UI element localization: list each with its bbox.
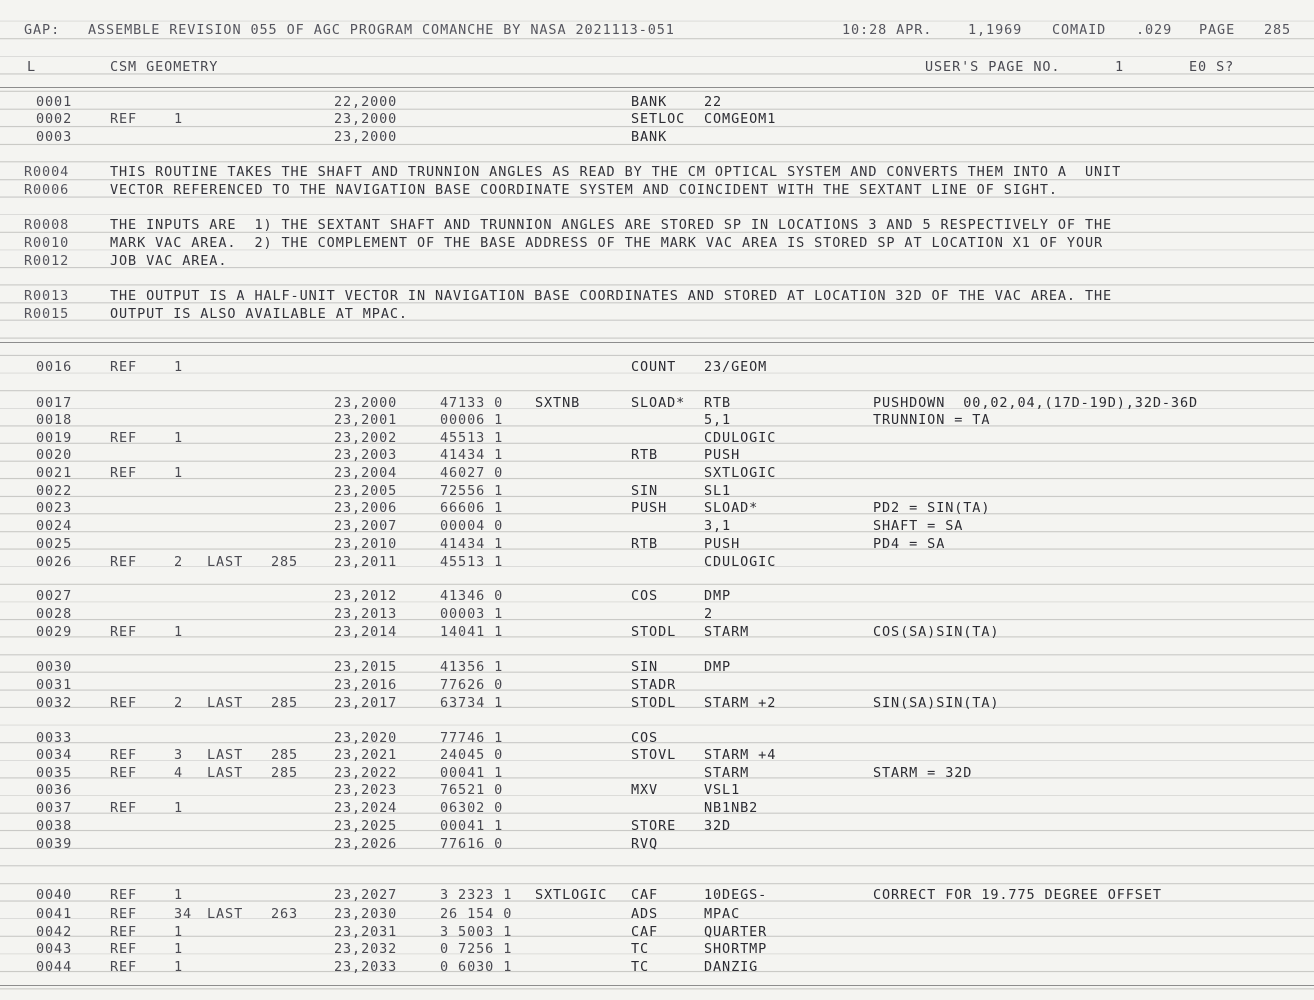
comment-text: VECTOR REFERENCED TO THE NAVIGATION BASE COORDINATE SYSTEM AND COINCIDENT WITH THE SEXTANT LINE OF SIGHT. (110, 182, 1058, 198)
row-word: 77746 1 (440, 730, 504, 746)
row-op: TC (631, 959, 650, 975)
listing-row (0, 765, 1314, 783)
row-operand: 5,1 (704, 412, 732, 428)
row-op: COUNT (631, 359, 677, 375)
row-op: RTB (631, 447, 659, 463)
row-word: 45513 1 (440, 430, 504, 446)
row-operand: CDULOGIC (704, 430, 777, 446)
comment-text: MARK VAC AREA. 2) THE COMPLEMENT OF THE BASE ADDRESS OF THE MARK VAC AREA IS STORED SP AT LOCATION X1 OF YOUR (110, 235, 1104, 251)
row-addr: 23,2000 (334, 129, 398, 145)
row-ref: REF (110, 959, 138, 975)
listing-row (0, 129, 1314, 147)
row-line: 0037 (36, 800, 73, 816)
row-operand: STARM (704, 624, 750, 640)
row-line: 0002 (36, 111, 73, 127)
row-operand: DMP (704, 659, 732, 675)
row-ref: REF (110, 906, 138, 922)
listing-row (0, 695, 1314, 713)
row-word: 66606 1 (440, 500, 504, 516)
row-comment: PUSHDOWN 00,02,04,(17D-19D),32D-36D (873, 395, 1198, 411)
row-word: 00003 1 (440, 606, 504, 622)
comment-line (0, 306, 1314, 324)
comment-text: THE INPUTS ARE 1) THE SEXTANT SHAFT AND TRUNNION ANGLES ARE STORED SP IN LOCATIONS 3 AND 5 RESPECTIVELY OF THE (110, 217, 1113, 233)
row-operand: 3,1 (704, 518, 732, 534)
row-addr: 23,2025 (334, 818, 398, 834)
row-addr: 23,2010 (334, 536, 398, 552)
row-word: 63734 1 (440, 695, 504, 711)
row-refn: 1 (174, 359, 184, 375)
row-addr: 23,2005 (334, 483, 398, 499)
row-op: COS (631, 588, 659, 604)
row-line: 0017 (36, 395, 73, 411)
row-op: STOVL (631, 747, 677, 763)
listing-row (0, 941, 1314, 959)
comment-text: JOB VAC AREA. (110, 253, 228, 269)
listing-row (0, 554, 1314, 572)
row-word: 00006 1 (440, 412, 504, 428)
listing-row (0, 518, 1314, 536)
row-lastn: 285 (271, 695, 299, 711)
comment-line (0, 182, 1314, 200)
row-comment: PD2 = SIN(TA) (873, 500, 991, 516)
row-operand: COMGEOM1 (704, 111, 777, 127)
row-line: 0001 (36, 94, 73, 110)
listing-row (0, 111, 1314, 129)
row-line: 0031 (36, 677, 73, 693)
row-word: 26 154 0 (440, 906, 513, 922)
row-addr: 23,2020 (334, 730, 398, 746)
header-title: ASSEMBLE REVISION 055 OF AGC PROGRAM COMANCHE BY NASA 2021113-051 (88, 22, 675, 38)
row-comment: TRUNNION = TA (873, 412, 991, 428)
row-operand: SL1 (704, 483, 732, 499)
listing-row (0, 659, 1314, 677)
row-op: ADS (631, 906, 659, 922)
listing-row (0, 730, 1314, 748)
row-operand: DANZIG (704, 959, 759, 975)
row-addr: 23,2001 (334, 412, 398, 428)
row-line: 0022 (36, 483, 73, 499)
comment-text: OUTPUT IS ALSO AVAILABLE AT MPAC. (110, 306, 408, 322)
row-refn: 34 (174, 906, 193, 922)
comment-line (0, 253, 1314, 271)
row-word: 00041 1 (440, 765, 504, 781)
listing-row (0, 906, 1314, 924)
row-op: STORE (631, 818, 677, 834)
header-divider (0, 87, 1314, 88)
row-line: 0021 (36, 465, 73, 481)
row-operand: DMP (704, 588, 732, 604)
row-line: 0033 (36, 730, 73, 746)
row-refn: 1 (174, 430, 184, 446)
row-word: 45513 1 (440, 554, 504, 570)
row-operand: SLOAD* (704, 500, 759, 516)
row-operand: STARM (704, 765, 750, 781)
row-op: STODL (631, 695, 677, 711)
row-op: PUSH (631, 500, 668, 516)
row-addr: 23,2023 (334, 782, 398, 798)
row-refn: 1 (174, 941, 184, 957)
section-flag: L (27, 59, 37, 75)
row-line: 0016 (36, 359, 73, 375)
row-op: RTB (631, 536, 659, 552)
row-ref: REF (110, 747, 138, 763)
row-op: BANK (631, 94, 668, 110)
row-operand: QUARTER (704, 924, 768, 940)
listing-divider (0, 342, 1314, 343)
row-line: 0036 (36, 782, 73, 798)
row-word: 3 2323 1 (440, 887, 513, 903)
row-addr: 23,2030 (334, 906, 398, 922)
row-line: 0020 (36, 447, 73, 463)
row-line: 0041 (36, 906, 73, 922)
row-operand: 2 (704, 606, 714, 622)
row-refn: 3 (174, 747, 184, 763)
header-label: GAP: (24, 22, 61, 38)
row-refn: 2 (174, 695, 184, 711)
row-word: 24045 0 (440, 747, 504, 763)
listing-row (0, 959, 1314, 977)
row-refn: 1 (174, 924, 184, 940)
row-word: 0 6030 1 (440, 959, 513, 975)
comment-line (0, 235, 1314, 253)
row-line: 0023 (36, 500, 73, 516)
row-ref: REF (110, 765, 138, 781)
listing-row (0, 94, 1314, 112)
section-title: CSM GEOMETRY (110, 59, 219, 75)
row-last: LAST (207, 554, 244, 570)
row-line: 0026 (36, 554, 73, 570)
row-label: SXTNB (535, 395, 581, 411)
row-line: 0018 (36, 412, 73, 428)
row-refn: 1 (174, 111, 184, 127)
row-addr: 23,2013 (334, 606, 398, 622)
row-ref: REF (110, 924, 138, 940)
row-operand: SXTLOGIC (704, 465, 777, 481)
comment-text: THIS ROUTINE TAKES THE SHAFT AND TRUNNION ANGLES AS READ BY THE CM OPTICAL SYSTEM AND CONVERTS THEM INTO A UNIT (110, 164, 1122, 180)
row-line: 0030 (36, 659, 73, 675)
row-op: TC (631, 941, 650, 957)
row-addr: 23,2004 (334, 465, 398, 481)
comment-line-number: R0006 (24, 182, 70, 198)
listing-row (0, 395, 1314, 413)
row-ref: REF (110, 111, 138, 127)
comment-line (0, 288, 1314, 306)
comment-line-number: R0015 (24, 306, 70, 322)
row-addr: 23,2014 (334, 624, 398, 640)
listing-row (0, 782, 1314, 800)
row-addr: 23,2027 (334, 887, 398, 903)
row-op: STODL (631, 624, 677, 640)
row-word: 47133 0 (440, 395, 504, 411)
row-addr: 23,2002 (334, 430, 398, 446)
row-addr: 23,2012 (334, 588, 398, 604)
row-operand: PUSH (704, 447, 741, 463)
row-line: 0024 (36, 518, 73, 534)
row-addr: 23,2021 (334, 747, 398, 763)
row-ref: REF (110, 359, 138, 375)
listing-row (0, 836, 1314, 854)
row-ref: REF (110, 465, 138, 481)
row-op: CAF (631, 887, 659, 903)
row-comment: STARM = 32D (873, 765, 973, 781)
comment-line-number: R0013 (24, 288, 70, 304)
row-ref: REF (110, 430, 138, 446)
row-addr: 23,2017 (334, 695, 398, 711)
row-word: 14041 1 (440, 624, 504, 640)
header-date: 1,1969 (968, 22, 1023, 38)
row-addr: 23,2006 (334, 500, 398, 516)
comment-line-number: R0004 (24, 164, 70, 180)
row-lastn: 285 (271, 554, 299, 570)
row-op: SIN (631, 483, 659, 499)
row-operand: VSL1 (704, 782, 741, 798)
row-addr: 23,2024 (334, 800, 398, 816)
row-line: 0035 (36, 765, 73, 781)
row-addr: 23,2032 (334, 941, 398, 957)
row-word: 77626 0 (440, 677, 504, 693)
row-comment: PD4 = SA (873, 536, 946, 552)
row-word: 41434 1 (440, 447, 504, 463)
row-refn: 1 (174, 887, 184, 903)
row-ref: REF (110, 554, 138, 570)
row-addr: 23,2016 (334, 677, 398, 693)
row-operand: SHORTMP (704, 941, 768, 957)
row-word: 00004 0 (440, 518, 504, 534)
row-word: 3 5003 1 (440, 924, 513, 940)
row-addr: 23,2000 (334, 111, 398, 127)
row-op: COS (631, 730, 659, 746)
row-refn: 1 (174, 465, 184, 481)
header-time: 10:28 APR. (842, 22, 933, 38)
row-last: LAST (207, 695, 244, 711)
row-last: LAST (207, 765, 244, 781)
comment-line-number: R0010 (24, 235, 70, 251)
listing-row (0, 818, 1314, 836)
row-line: 0028 (36, 606, 73, 622)
row-operand: PUSH (704, 536, 741, 552)
row-word: 41346 0 (440, 588, 504, 604)
row-operand: RTB (704, 395, 732, 411)
user-page-label: USER'S PAGE NO. (925, 59, 1061, 75)
listing-row (0, 536, 1314, 554)
row-refn: 1 (174, 624, 184, 640)
row-lastn: 285 (271, 765, 299, 781)
row-operand: STARM +4 (704, 747, 777, 763)
row-comment: SIN(SA)SIN(TA) (873, 695, 1000, 711)
row-op: SETLOC (631, 111, 686, 127)
row-operand: 32D (704, 818, 732, 834)
row-word: 00041 1 (440, 818, 504, 834)
row-addr: 23,2033 (334, 959, 398, 975)
listing-row (0, 887, 1314, 905)
row-ref: REF (110, 695, 138, 711)
row-line: 0029 (36, 624, 73, 640)
row-op: CAF (631, 924, 659, 940)
row-last: LAST (207, 747, 244, 763)
row-addr: 22,2000 (334, 94, 398, 110)
listing-row (0, 747, 1314, 765)
row-line: 0043 (36, 941, 73, 957)
comment-line (0, 164, 1314, 182)
row-word: 41434 1 (440, 536, 504, 552)
page-header (0, 22, 1314, 40)
row-comment: COS(SA)SIN(TA) (873, 624, 1000, 640)
comment-line-number: R0008 (24, 217, 70, 233)
row-ref: REF (110, 941, 138, 957)
listing-row (0, 412, 1314, 430)
row-operand: MPAC (704, 906, 741, 922)
header-code: .029 (1136, 22, 1173, 38)
row-line: 0039 (36, 836, 73, 852)
row-refn: 1 (174, 800, 184, 816)
row-word: 76521 0 (440, 782, 504, 798)
row-addr: 23,2022 (334, 765, 398, 781)
listing-row (0, 483, 1314, 501)
listing-row (0, 465, 1314, 483)
row-word: 46027 0 (440, 465, 504, 481)
row-line: 0027 (36, 588, 73, 604)
header-program: COMAID (1052, 22, 1107, 38)
row-ref: REF (110, 624, 138, 640)
row-operand: 10DEGS- (704, 887, 768, 903)
row-comment: CORRECT FOR 19.775 DEGREE OFFSET (873, 887, 1162, 903)
row-line: 0003 (36, 129, 73, 145)
row-line: 0040 (36, 887, 73, 903)
row-line: 0019 (36, 430, 73, 446)
row-word: 0 7256 1 (440, 941, 513, 957)
row-addr: 23,2011 (334, 554, 398, 570)
comment-text: THE OUTPUT IS A HALF-UNIT VECTOR IN NAVIGATION BASE COORDINATES AND STORED AT LOCATION 32D OF THE VAC AREA. THE (110, 288, 1113, 304)
row-operand: 22 (704, 94, 723, 110)
row-label: SXTLOGIC (535, 887, 608, 903)
row-addr: 23,2031 (334, 924, 398, 940)
page-divider (0, 985, 1314, 986)
row-addr: 23,2003 (334, 447, 398, 463)
row-op: STADR (631, 677, 677, 693)
row-op: RVQ (631, 836, 659, 852)
row-line: 0044 (36, 959, 73, 975)
row-op: BANK (631, 129, 668, 145)
row-last: LAST (207, 906, 244, 922)
row-word: 77616 0 (440, 836, 504, 852)
row-op: SIN (631, 659, 659, 675)
row-addr: 23,2000 (334, 395, 398, 411)
listing-row (0, 606, 1314, 624)
user-page-number: 1 (1115, 59, 1125, 75)
row-refn: 2 (174, 554, 184, 570)
row-word: 41356 1 (440, 659, 504, 675)
row-lastn: 285 (271, 747, 299, 763)
header-page-number: 285 (1264, 22, 1292, 38)
row-line: 0032 (36, 695, 73, 711)
listing-row (0, 677, 1314, 695)
listing-row (0, 359, 1314, 377)
listing-row (0, 588, 1314, 606)
listing-row (0, 500, 1314, 518)
row-operand: 23/GEOM (704, 359, 768, 375)
row-line: 0034 (36, 747, 73, 763)
eo-marker: E0 S? (1189, 59, 1235, 75)
row-addr: 23,2007 (334, 518, 398, 534)
row-refn: 1 (174, 959, 184, 975)
row-op: MXV (631, 782, 659, 798)
row-word: 06302 0 (440, 800, 504, 816)
listing-row (0, 800, 1314, 818)
row-operand: STARM +2 (704, 695, 777, 711)
row-refn: 4 (174, 765, 184, 781)
row-word: 72556 1 (440, 483, 504, 499)
row-ref: REF (110, 887, 138, 903)
row-op: SLOAD* (631, 395, 686, 411)
row-operand: NB1NB2 (704, 800, 759, 816)
section-header (0, 59, 1314, 77)
row-operand: CDULOGIC (704, 554, 777, 570)
comment-line-number: R0012 (24, 253, 70, 269)
listing-row (0, 430, 1314, 448)
row-lastn: 263 (271, 906, 299, 922)
listing-row (0, 447, 1314, 465)
comment-line (0, 217, 1314, 235)
listing-row (0, 624, 1314, 642)
row-ref: REF (110, 800, 138, 816)
listing-row (0, 924, 1314, 942)
row-addr: 23,2026 (334, 836, 398, 852)
row-line: 0038 (36, 818, 73, 834)
row-line: 0025 (36, 536, 73, 552)
row-line: 0042 (36, 924, 73, 940)
header-page-label: PAGE (1199, 22, 1236, 38)
row-comment: SHAFT = SA (873, 518, 964, 534)
row-addr: 23,2015 (334, 659, 398, 675)
